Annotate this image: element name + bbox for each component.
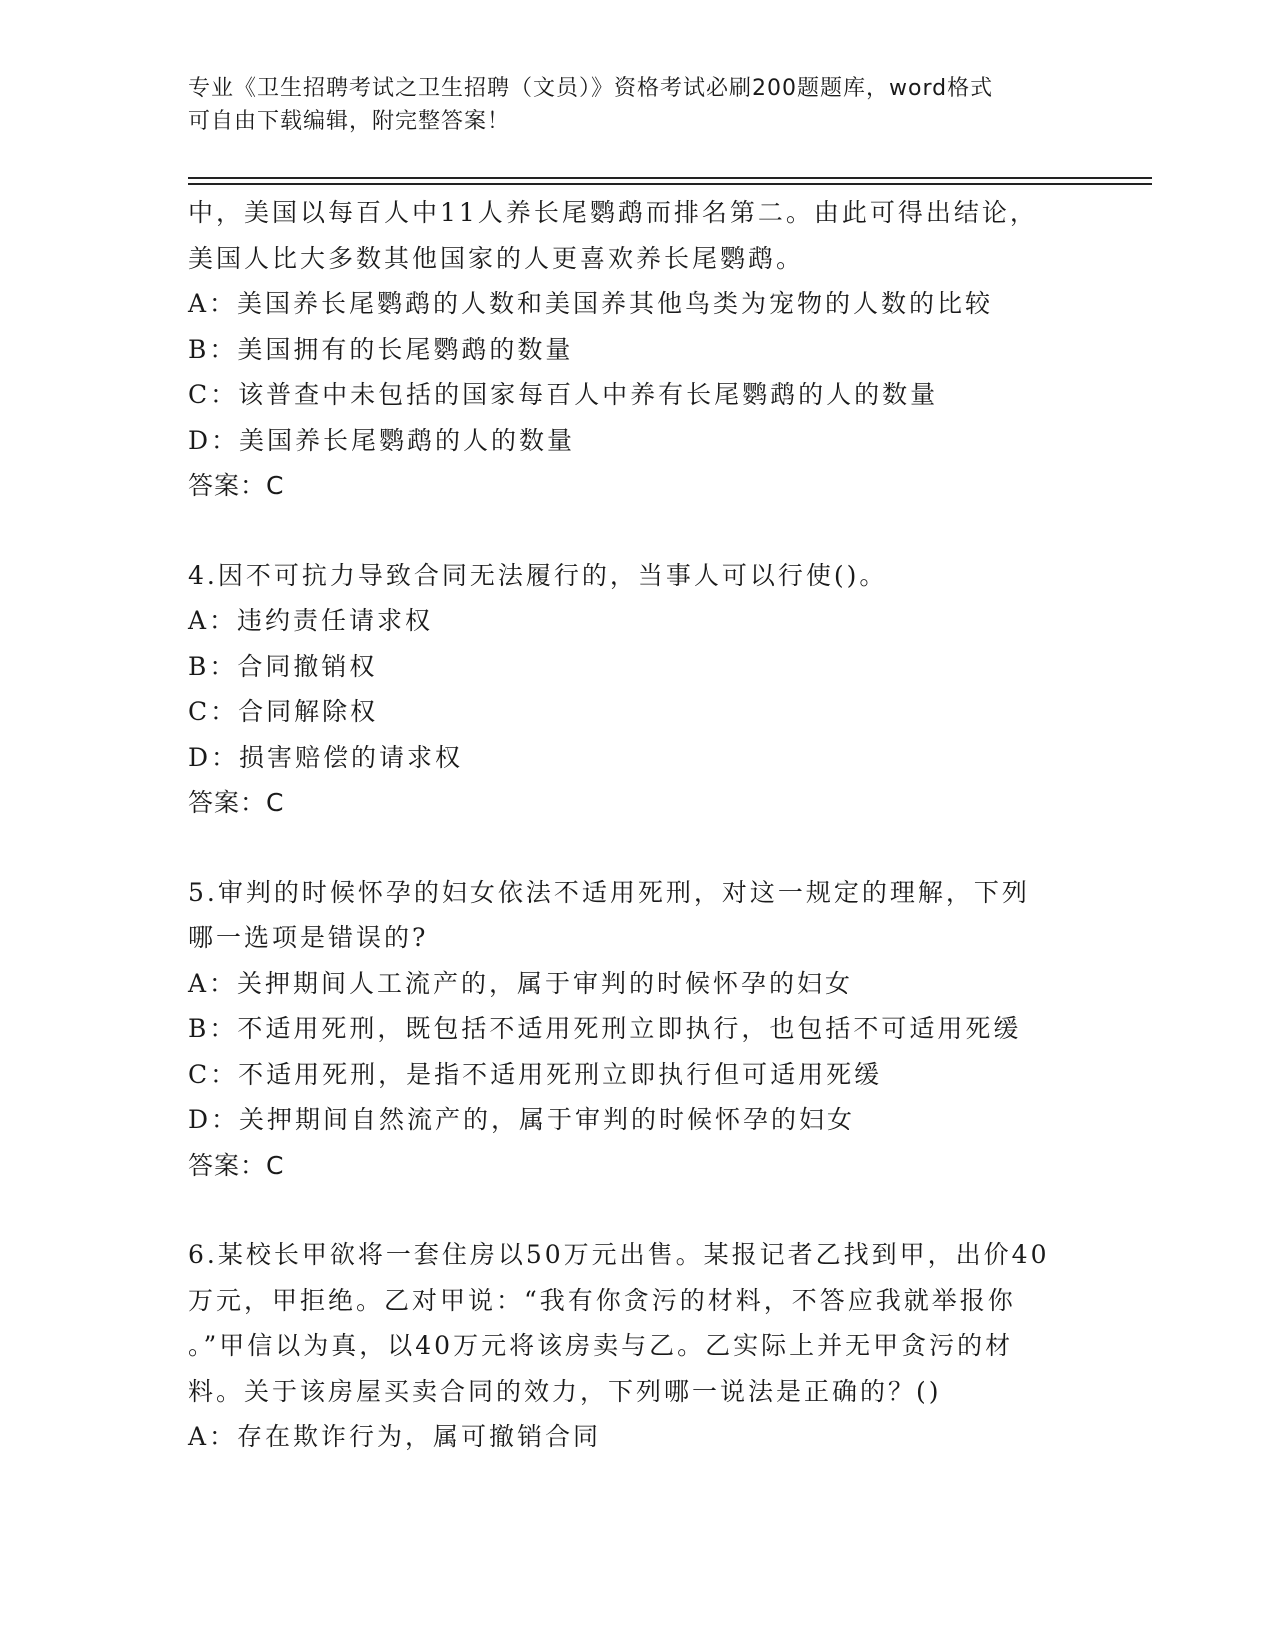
option-b: B：美国拥有的长尾鹦鹉的数量 (188, 334, 574, 364)
question-stem-line: 哪一选项是错误的? (188, 923, 429, 952)
question-6 (188, 1232, 1088, 1460)
option-d: D：损害赔偿的请求权 (188, 742, 464, 772)
option-a: A：存在欺诈行为，属可撤销合同 (188, 1422, 602, 1451)
option-c: C：该普查中未包括的国家每百人中养有长尾鹦鹉的人的数量 (188, 380, 939, 409)
question-stem-line: 中，美国以每百人中11人养长尾鹦鹉而排名第二。由此可得出结论， (188, 198, 1038, 227)
answer-line: 答案：C (188, 471, 285, 500)
question-stem-line: 4.因不可抗力导致合同无法履行的，当事人可以行使()。 (188, 560, 888, 590)
header-divider-top (188, 177, 1152, 179)
option-b: B：不适用死刑，既包括不适用死刑立即执行，也包括不可适用死缓 (188, 1014, 1022, 1043)
answer-line: 答案：C (188, 1150, 285, 1180)
option-a: A：违约责任请求权 (188, 606, 434, 635)
question-spacer (188, 1188, 1088, 1232)
question-spacer (188, 826, 1088, 870)
option-d: D：美国养长尾鹦鹉的人的数量 (188, 425, 576, 455)
question-stem-line: 6.某校长甲欲将一套住房以50万元出售。某报记者乙找到甲，出价40 (188, 1240, 1050, 1269)
question-stem-line: 。”甲信以为真，以40万元将该房卖与乙。乙实际上并无甲贪污的材 (188, 1331, 1014, 1360)
header-title-line-1: 专业《卫生招聘考试之卫生招聘（文员）》资格考试必刷200题题库，word格式 (188, 76, 994, 101)
question-3 (188, 190, 1088, 509)
question-stem-line: 料。关于该房屋买卖合同的效力，下列哪一说法是正确的？() (188, 1376, 942, 1406)
question-stem-line: 美国人比大多数其他国家的人更喜欢养长尾鹦鹉。 (188, 243, 805, 273)
option-a: A：美国养长尾鹦鹉的人数和美国养其他鸟类为宠物的人数的比较 (188, 289, 994, 318)
option-c: C：合同解除权 (188, 697, 379, 726)
header-divider-bottom (188, 183, 1152, 185)
question-stem-line: 5.审判的时候怀孕的妇女依法不适用死刑，对这一规定的理解，下列 (188, 877, 1030, 907)
option-a: A：关押期间人工流产的，属于审判的时候怀孕的妇女 (188, 968, 854, 998)
header-title-line-2: 可自由下载编辑，附完整答案！ (188, 109, 511, 134)
option-d: D：关押期间自然流产的，属于审判的时候怀孕的妇女 (188, 1105, 856, 1134)
answer-line: 答案：C (188, 788, 285, 817)
question-4 (188, 553, 1088, 826)
option-c: C：不适用死刑，是指不适用死刑立即执行但可适用死缓 (188, 1059, 883, 1089)
question-5 (188, 870, 1088, 1189)
document-body (188, 190, 1088, 1460)
option-b: B：合同撤销权 (188, 651, 378, 681)
document-header (188, 72, 1088, 138)
question-stem-line: 万元，甲拒绝。乙对甲说：“我有你贪污的材料，不答应我就举报你 (188, 1285, 1016, 1315)
question-spacer (188, 509, 1088, 553)
